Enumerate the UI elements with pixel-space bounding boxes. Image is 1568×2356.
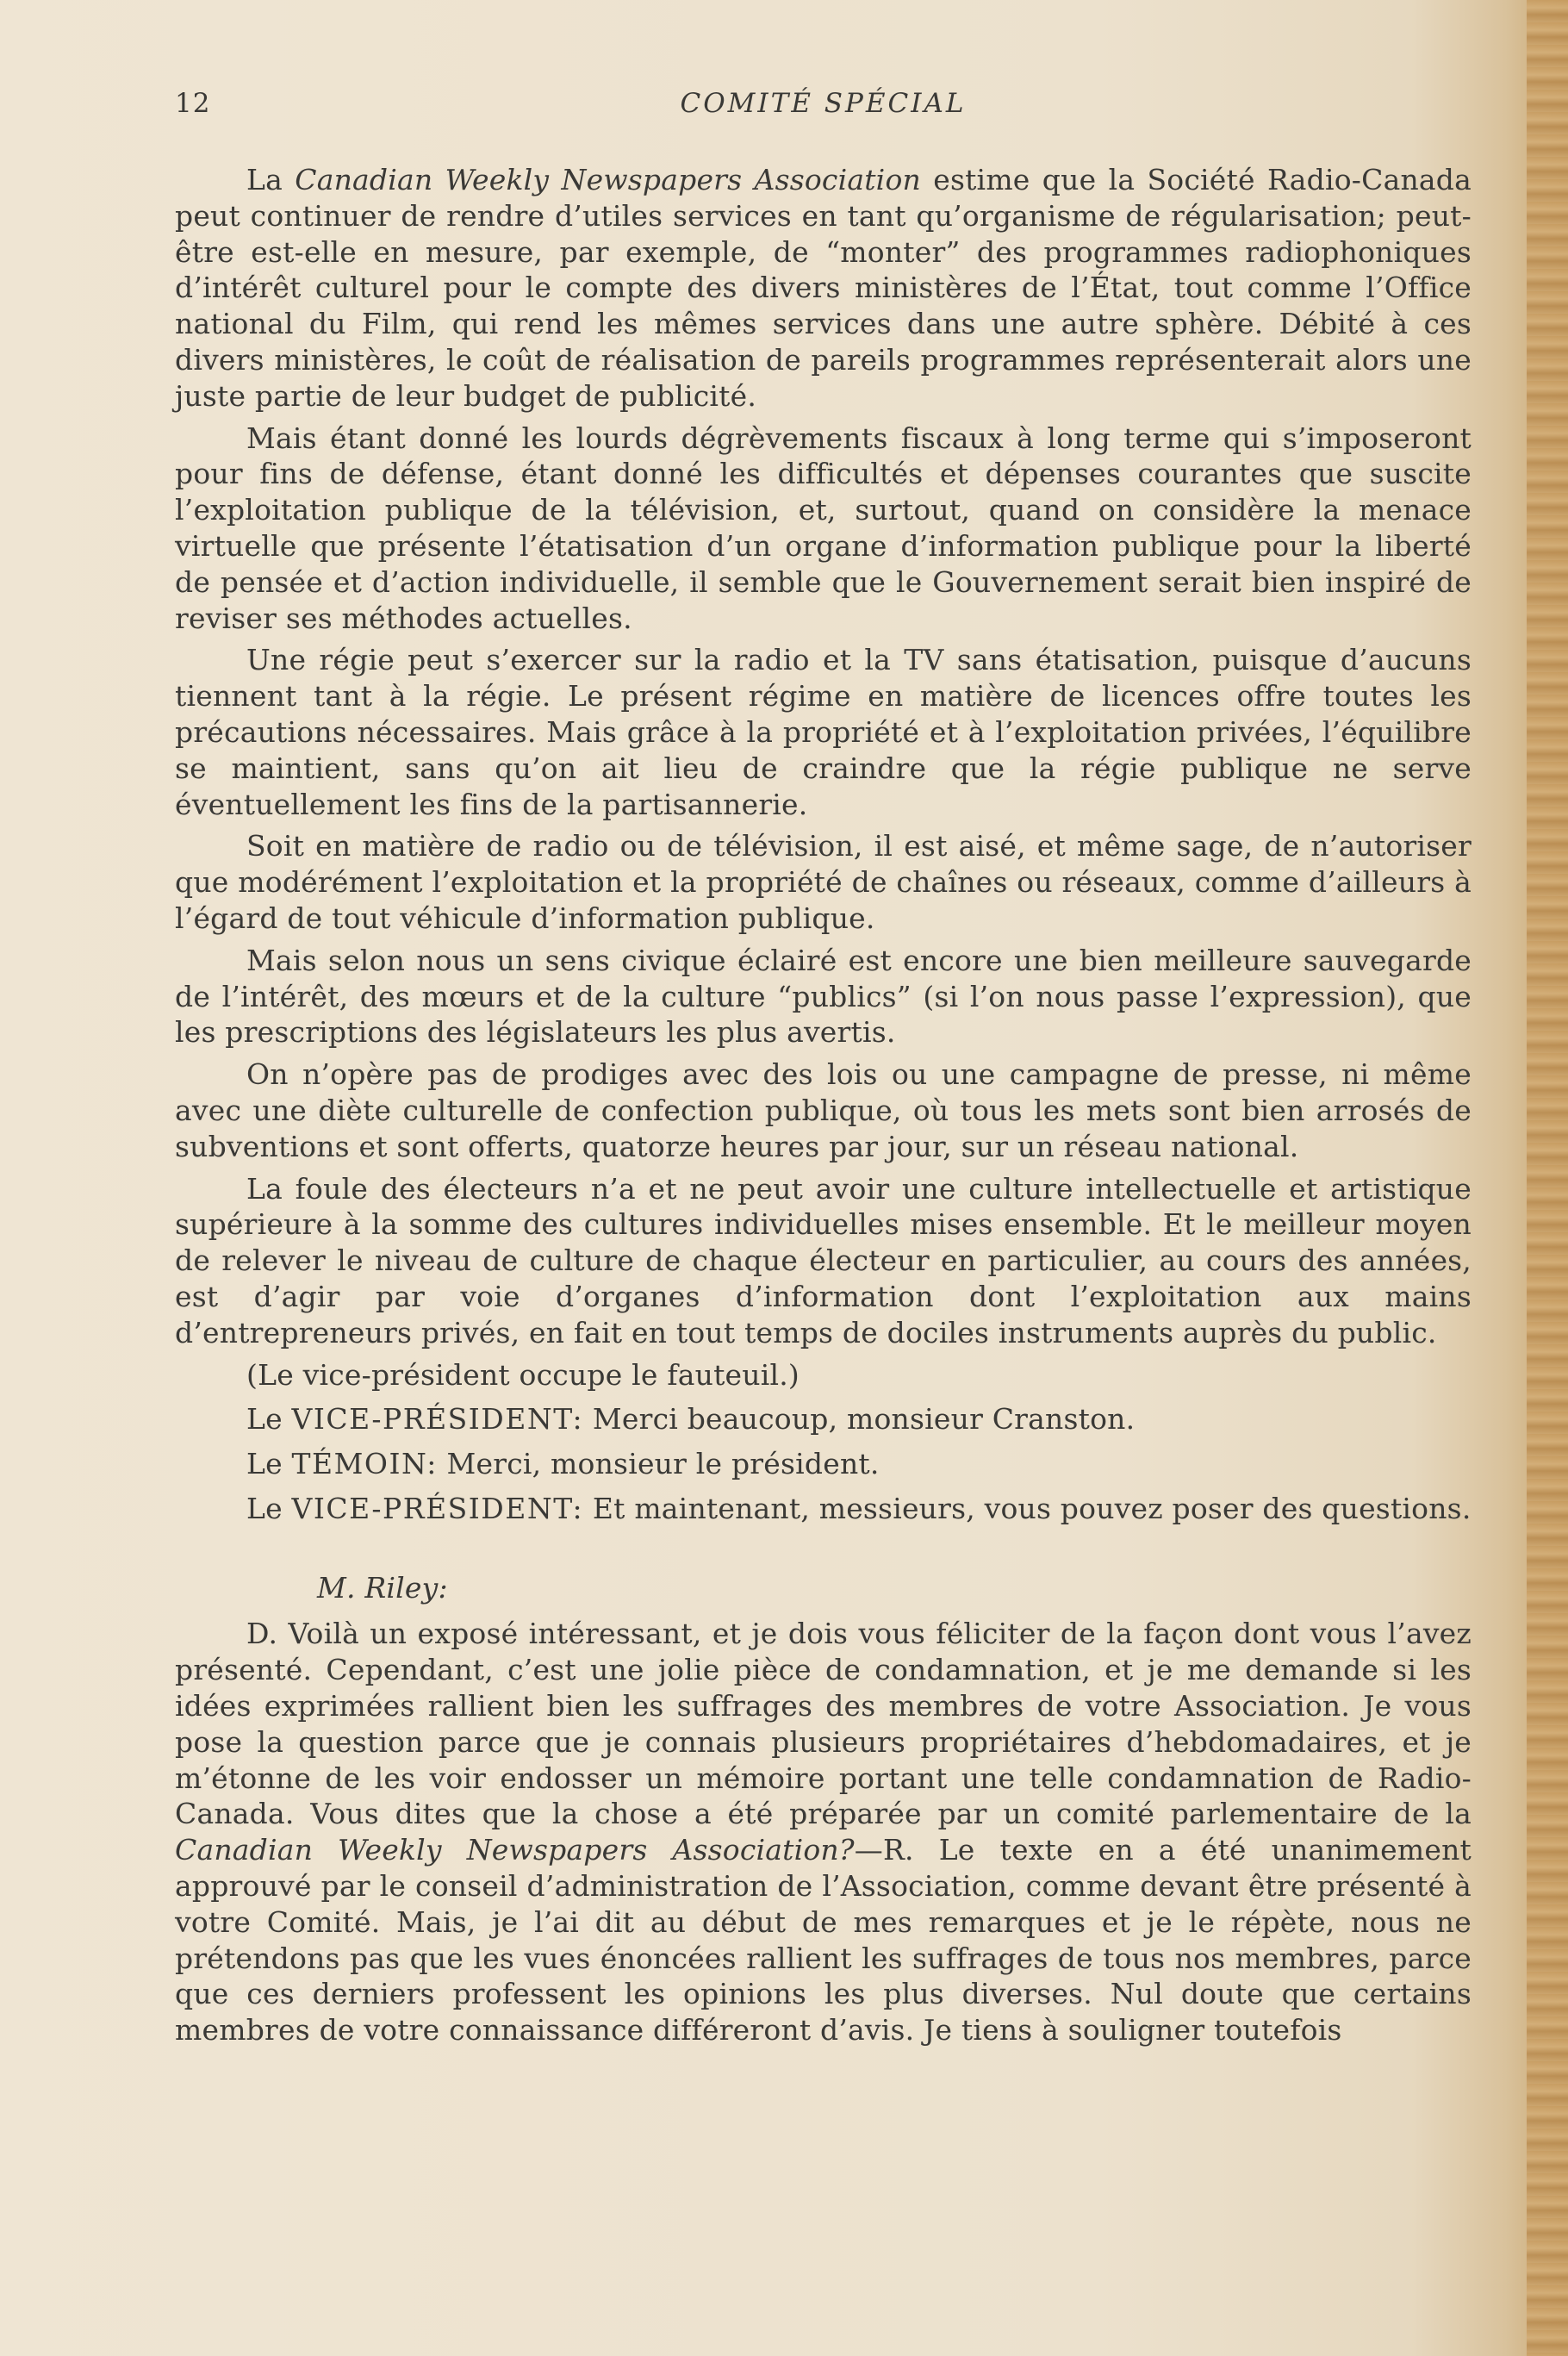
page-edge-shadow bbox=[1527, 0, 1568, 2356]
dialogue-line: Le VICE-PRÉSIDENT: Et maintenant, messieurs, vous pouvez poser des questions. bbox=[246, 1491, 1472, 1525]
body-paragraph: La Canadian Weekly Newspapers Association estime que la Société Radio-Canada peut continuer de rendre d’utiles services en tant qu’organisme de régularisation; peut-être est-elle en mesure, par exemple, de “monter” des programmes radiophoniques d’intérêt culturel pour le compte des divers ministères de l’État, tout comme l’Office national du Film, qui rend les mêmes services dans une autre sphère. Débité à ces divers ministères, le coût de réalisation de pareils programmes représenterait alors une juste partie de leur budget de publicité. bbox=[175, 163, 1472, 413]
stage-note: (Le vice-président occupe le fauteuil.) bbox=[246, 1357, 800, 1392]
body-paragraph: On n’opère pas de prodiges avec des lois ou une campagne de presse, ni même avec une diète culturelle de confection publique, où tous les mets sont bien arrosés de subventions et sont offerts, quatorze heures par jour, sur un réseau national. bbox=[175, 1057, 1472, 1163]
running-head: COMITÉ SPÉCIAL bbox=[680, 88, 967, 119]
speaker-name: TÉMOIN: bbox=[291, 1447, 438, 1481]
association-name: Canadian Weekly Newspapers Association? bbox=[175, 1833, 855, 1867]
dialogue-line: Le VICE-PRÉSIDENT: Merci beaucoup, monsieur Cranston. bbox=[246, 1402, 1136, 1437]
page-header bbox=[175, 88, 1472, 129]
question-answer-paragraph: D. Voilà un exposé intéressant, et je dois vous féliciter de la façon dont vous l’avez présenté. Cependant, c’est une jolie pièce de condamnation, et je me demande si les idées exprimées rallient bien les suffrages des membres de votre Association. Je vous pose la question parce que je connais plusieurs propriétaires d’hebdomadaires, et je m’étonne de les voir endosser un mémoire portant une telle condamnation de Radio-Canada. Vous dites que la chose a été préparée par un comité parlementaire de la Canadian Weekly Newspapers Association?—R. Le texte en a été unanimement approuvé par le conseil d’administration de l’Association, comme devant être présenté à votre Comité. Mais, je l’ai dit au début de mes remarques et je le répète, nous ne prétendons pas que les vues énoncées rallient les suffrages de tous nos membres, parce que ces derniers professent les opinions les plus diverses. Nul doute que certains membres de votre connaissance différeront d’avis. Je tiens à souligner toutefois bbox=[175, 1617, 1472, 2047]
body-paragraph: Soit en matière de radio ou de télévision, il est aisé, et même sage, de n’autoriser que modérément l’exploitation et la propriété de chaînes ou réseaux, comme d’ailleurs à l’égard de tout véhicule d’information publique. bbox=[175, 829, 1472, 935]
page-body bbox=[175, 162, 1472, 2054]
body-paragraph: La foule des électeurs n’a et ne peut avoir une culture intellectuelle et artistique supérieure à la somme des cultures individuelles mises ensemble. Et le meilleur moyen de relever le niveau de culture de chaque électeur en particulier, au cours des années, est d’agir par voie d’organes d’information dont l’exploitation aux mains d’entrepreneurs privés, en fait en tout temps de dociles instruments auprès du public. bbox=[175, 1171, 1472, 1349]
body-paragraph: Mais selon nous un sens civique éclairé est encore une bien meilleure sauvegarde de l’intérêt, des mœurs et de la culture “publics” (si l’on nous passe l’expression), que les prescriptions des législateurs les plus avertis. bbox=[175, 943, 1472, 1050]
page-number: 12 bbox=[175, 88, 211, 119]
questioner-heading: M. Riley: bbox=[317, 1570, 448, 1605]
association-name: Canadian Weekly Newspapers Association bbox=[295, 163, 921, 196]
speaker-name: VICE-PRÉSIDENT: bbox=[291, 1491, 584, 1525]
speaker-name: VICE-PRÉSIDENT: bbox=[291, 1402, 584, 1437]
body-paragraph: Une régie peut s’exercer sur la radio et la TV sans étatisation, puisque d’aucuns tiennent tant à la régie. Le présent régime en matière de licences offre toutes les précautions nécessaires. Mais grâce à la propriété et à l’exploitation privées, l’équilibre se maintient, sans qu’on ait lieu de craindre que la régie publique ne serve éventuellement les fins de la partisannerie. bbox=[175, 643, 1472, 821]
dialogue-line: Le TÉMOIN: Merci, monsieur le président. bbox=[246, 1447, 880, 1481]
body-paragraph: Mais étant donné les lourds dégrèvements fiscaux à long terme qui s’imposeront pour fins de défense, étant donné les difficultés et dépenses courantes que suscite l’exploitation publique de la télévision, et, surtout, quand on considère la menace virtuelle que présente l’étatisation d’un organe d’information publique pour la liberté de pensée et d’action individuelle, il semble que le Gouvernement serait bien inspiré de reviser ses méthodes actuelles. bbox=[175, 421, 1472, 635]
